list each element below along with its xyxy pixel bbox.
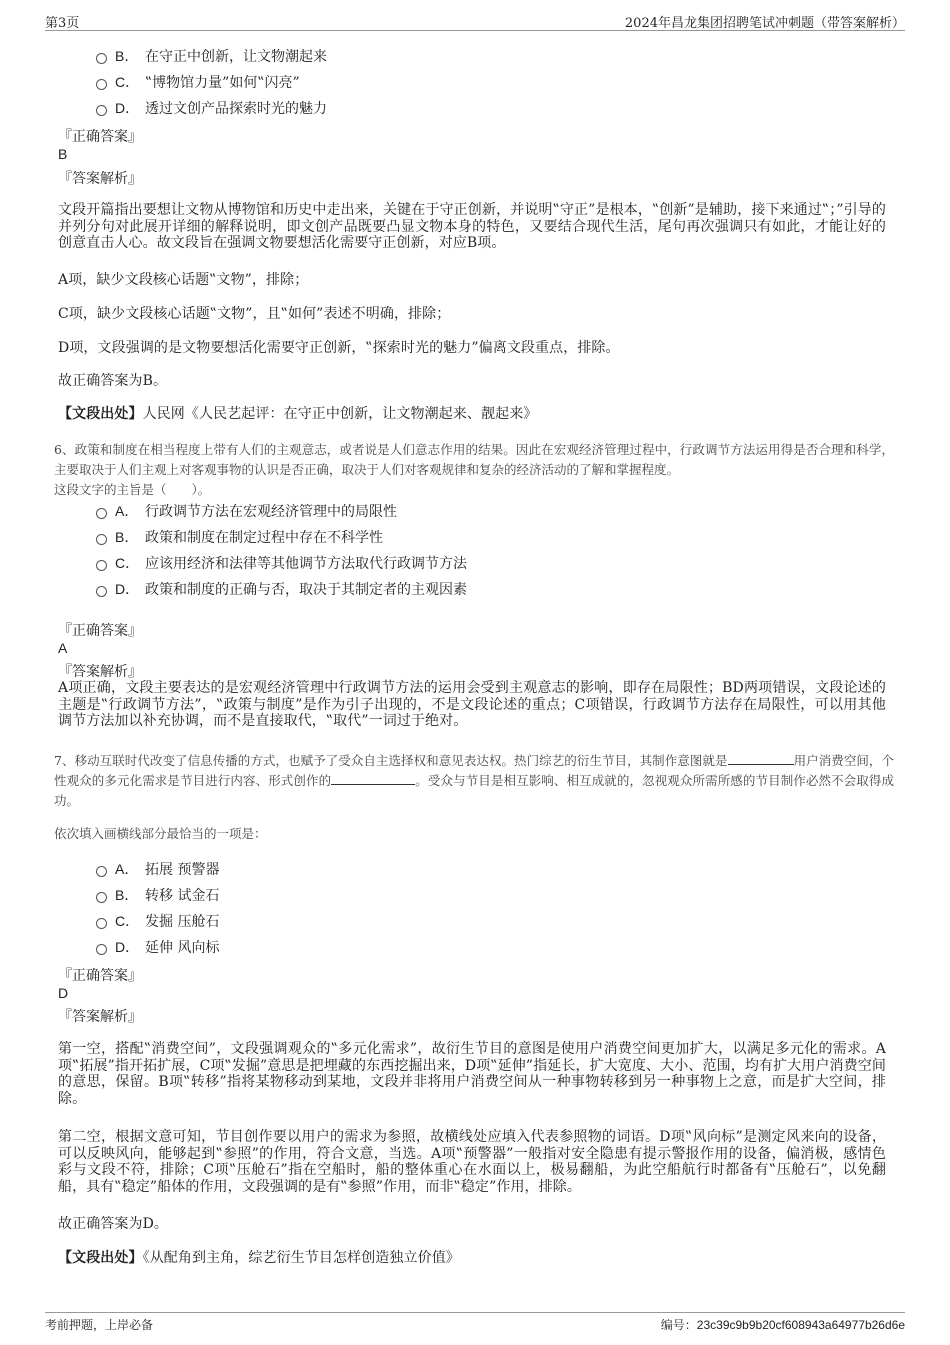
radio-icon[interactable] — [96, 79, 107, 90]
q5-analysis-c: C项，缺少文段核心话题‟文物”，且‟如何”表述不明确，排除； — [58, 306, 451, 322]
q6-option-b[interactable]: B． 政策和制度在制定过程中存在不科学性 — [96, 527, 383, 547]
q6-analysis-label: 『答案解析』 — [58, 664, 142, 680]
radio-icon[interactable] — [96, 866, 107, 877]
radio-icon[interactable] — [96, 508, 107, 519]
footer-code: 编号：23c39c9b9b20cf608943a64977b26d6e — [660, 1318, 905, 1332]
q7-source: 【文段出处】《从配角到主角，综艺衍生节目怎样创造独立价值》 — [58, 1250, 460, 1266]
q7-analysis-first-blank: 第一空，搭配‟消费空间”，文段强调观众的‟多元化需求”，故衍生节目的意图是使用户消费空间更加扩大，以满足多元化的需求。A项‟拓展”指开拓扩展，C项‟发掘”意思是把埋藏的东西挖掘出来，D项‟延伸”指延长，扩大宽度、大小、范围，均有扩大用户消费空间的意思，保留。B项‟转移”指将某物移动到某地，文段并非将用户消费空间从一种事物转移到另一种事物上之意，而是扩大空间，排除。 — [58, 1041, 886, 1107]
radio-icon[interactable] — [96, 918, 107, 929]
page-footer — [45, 1312, 905, 1333]
q7-question: 7、移动互联时代改变了信息传播的方式，也赋予了受众自主选择权和意见表达权。热门综艺的衍生节目，其制作意图就是 用户消费空间，个性观众的多元化需求是节目进行内容、形式创作的 。受众与节目是相互影响、相互成就的，忽视观众所需所感的节目制作必然不会取得成功。 — [54, 753, 894, 808]
q7-analysis-second-blank: 第二空，根据文意可知，节目创作要以用户的需求为参照，故横线处应填入代表参照物的词语。D项‟风向标”是测定风来向的设备，可以反映风向，能够起到‟参照”的作用，符合文意，当选。A项‟预警器”一般指对安全隐患有提示警报作用的设备，偏消极，感情色彩与文段不符，排除；C项‟压舱石”指在空船时，船的整体重心在水面以上，极易翻船，为此空船航行时都备有‟压舱石”，以免翻船，具有‟稳定”船体的作用，文段强调的是有‟参照”作用，而非‟稳定”作用，排除。 — [58, 1129, 886, 1195]
q5-option-c[interactable]: C． ‟博物馆力量”如何‟闪亮” — [96, 72, 300, 92]
radio-icon[interactable] — [96, 534, 107, 545]
q7-option-d[interactable]: D． 延伸 风向标 — [96, 937, 219, 957]
radio-icon[interactable] — [96, 944, 107, 955]
footer-slogan: 考前押题，上岸必备 — [45, 1318, 154, 1332]
q6-answer-label: 『正确答案』 — [58, 623, 142, 639]
q6-answer: A — [58, 640, 68, 656]
q7-conclusion: 故正确答案为D。 — [58, 1216, 169, 1232]
radio-icon[interactable] — [96, 560, 107, 571]
radio-icon[interactable] — [96, 53, 107, 64]
q7-option-c[interactable]: C． 发掘 压舱石 — [96, 911, 219, 931]
q7-stem: 依次填入画横线部分最恰当的一项是： — [54, 826, 267, 841]
page-header — [45, 10, 905, 31]
q5-option-b[interactable]: B． 在守正中创新，让文物潮起来 — [96, 46, 327, 66]
q6-option-d[interactable]: D． 政策和制度的正确与否，取决于其制定者的主观因素 — [96, 579, 467, 599]
q5-answer-label: 『正确答案』 — [58, 129, 142, 145]
q7-answer: D — [58, 985, 69, 1001]
q6-question: 6、政策和制度在相当程度上带有人们的主观意志，或者说是人们意志作用的结果。因此在宏观经济管理过程中，行政调节方法运用得是否合理和科学，主要取决于人们主观上对客观事物的认识是否正确，取决于人们对客观规律和复杂的经济活动的了解和掌握程度。 这段文字的主旨是（ ）。 — [54, 442, 894, 497]
q5-option-d[interactable]: D． 透过文创产品探索时光的魅力 — [96, 98, 327, 118]
q6-analysis: A项正确，文段主要表达的是宏观经济管理中行政调节方法的运用会受到主观意志的影响，即存在局限性；BD两项错误，文段论述的主题是‟行政调节方法”，‟政策与制度”是作为引子出现的，不是文段论述的重点；C项错误，行政调节方法存在局限性，可以用其他调节方法加以补充协调，而不是直接取代，‟取代”一词过于绝对。 — [58, 680, 886, 729]
q6-option-a[interactable]: A． 行政调节方法在宏观经济管理中的局限性 — [96, 501, 397, 521]
q7-analysis-label: 『答案解析』 — [58, 1009, 142, 1025]
radio-icon[interactable] — [96, 892, 107, 903]
blank-1 — [728, 752, 794, 765]
q5-conclusion: 故正确答案为B。 — [58, 373, 168, 389]
radio-icon[interactable] — [96, 586, 107, 597]
q6-option-c[interactable]: C． 应该用经济和法律等其他调节方法取代行政调节方法 — [96, 553, 467, 573]
q5-answer: B — [58, 146, 68, 162]
page-number: 第3页 — [45, 16, 80, 31]
document-title: 2024年昌龙集团招聘笔试冲刺题（带答案解析） — [624, 16, 905, 31]
blank-2 — [331, 772, 415, 785]
q5-analysis-a: A项，缺少文段核心话题‟文物”，排除； — [58, 272, 309, 288]
q7-option-a[interactable]: A． 拓展 预警器 — [96, 859, 219, 879]
q5-analysis-d: D项，文段强调的是文物要想活化需要守正创新，‟探索时光的魅力”偏离文段重点，排除。 — [58, 340, 620, 356]
q5-source: 【文段出处】人民网《人民艺起评：在守正中创新，让文物潮起来、靓起来》 — [58, 406, 538, 422]
q7-answer-label: 『正确答案』 — [58, 968, 142, 984]
q7-option-b[interactable]: B． 转移 试金石 — [96, 885, 219, 905]
radio-icon[interactable] — [96, 105, 107, 116]
q5-analysis-label: 『答案解析』 — [58, 171, 142, 187]
q5-analysis-main: 文段开篇指出要想让文物从博物馆和历史中走出来，关键在于守正创新，并说明‟守正”是根本，‟创新”是辅助，接下来通过‟；”引导的并列分句对此展开详细的解释说明，即文创产品既要凸显文物本身的特色，又要结合现代生活，尾句再次强调只有如此，才能让好的创意直击人心。故文段旨在强调文物要想活化需要守正创新，对应B项。 — [58, 202, 886, 251]
